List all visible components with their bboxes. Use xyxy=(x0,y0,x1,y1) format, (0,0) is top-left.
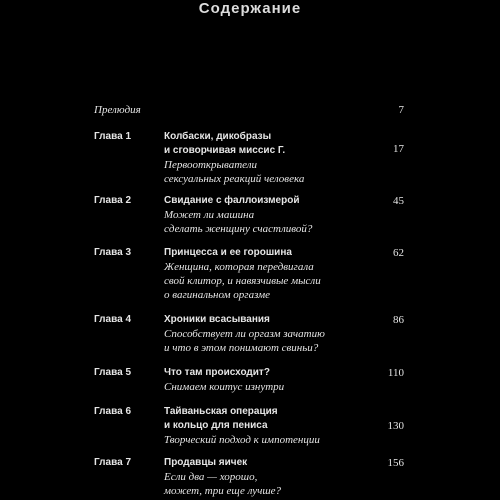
chapter-page-number: 156 xyxy=(387,457,404,469)
chapter-text xyxy=(164,405,369,447)
chapter-subtitle-line: о вагинальном оргазме xyxy=(164,289,271,301)
chapter-subtitle-line: Первооткрыватели xyxy=(164,159,258,171)
chapter-title-line: Продавцы яичек xyxy=(164,457,248,468)
chapter-title-line: Хроники всасывания xyxy=(164,314,270,325)
chapter-text xyxy=(164,313,369,355)
chapter-text xyxy=(164,456,369,498)
chapter-subtitle-line: может, три еще лучше? xyxy=(164,485,282,497)
chapter-subtitle-line: Женщина, которая передвигала xyxy=(164,261,314,273)
chapter-subtitle-line: Может ли машина xyxy=(164,209,255,221)
chapter-subtitle-line: Творческий подход к импотенции xyxy=(164,434,320,446)
chapter-title-line: Тайваньская операция xyxy=(164,406,278,417)
chapter-text xyxy=(164,194,369,236)
chapter-page-number: 110 xyxy=(387,367,404,379)
chapter-subtitle-line: и что в этом понимают свиньи? xyxy=(164,342,319,354)
prelude-entry xyxy=(94,104,404,116)
chapter-subtitle-line: Снимаем коитус изнутри xyxy=(164,381,285,393)
chapter-subtitle-line: сексуальных реакций человека xyxy=(164,173,305,185)
chapter-label: Глава 6 xyxy=(94,406,132,417)
chapter-title-line: Колбаски, дикобразы xyxy=(164,131,272,142)
chapter-label: Глава 4 xyxy=(94,314,132,325)
chapter-subtitle-line: Способствует ли оргазм зачатию xyxy=(164,328,325,340)
chapter-page-number: 62 xyxy=(393,247,404,259)
page-title: Содержание xyxy=(198,0,302,17)
prelude-label: Прелюдия xyxy=(94,104,141,116)
chapter-label: Глава 2 xyxy=(94,195,132,206)
chapter-page-number: 17 xyxy=(393,143,404,155)
chapter-label: Глава 7 xyxy=(94,457,132,468)
chapter-page-number: 45 xyxy=(393,195,404,207)
chapter-page-number: 86 xyxy=(393,314,404,326)
chapter-text xyxy=(164,366,369,394)
chapter-label: Глава 5 xyxy=(94,367,132,378)
chapter-text xyxy=(164,130,369,186)
chapter-subtitle-line: сделать женщину счастливой? xyxy=(164,223,313,235)
chapter-text xyxy=(164,246,369,302)
chapter-title-line: Что там происходит? xyxy=(164,367,270,378)
chapter-title-line: Свидание с фаллоизмерой xyxy=(164,195,300,206)
chapter-label: Глава 3 xyxy=(94,247,132,258)
chapter-title-line: и сговорчивая миссис Г. xyxy=(164,145,286,156)
chapter-page-number: 130 xyxy=(387,420,404,432)
prelude-page-number: 7 xyxy=(398,104,404,116)
chapter-subtitle-line: Если два — хорошо, xyxy=(164,471,258,483)
chapter-title-line: и кольцо для пениса xyxy=(164,420,268,431)
chapter-subtitle-line: свой клитор, и навязчивые мысли xyxy=(164,275,321,287)
chapter-title-line: Принцесса и ее горошина xyxy=(164,247,292,258)
chapter-label: Глава 1 xyxy=(94,131,132,142)
